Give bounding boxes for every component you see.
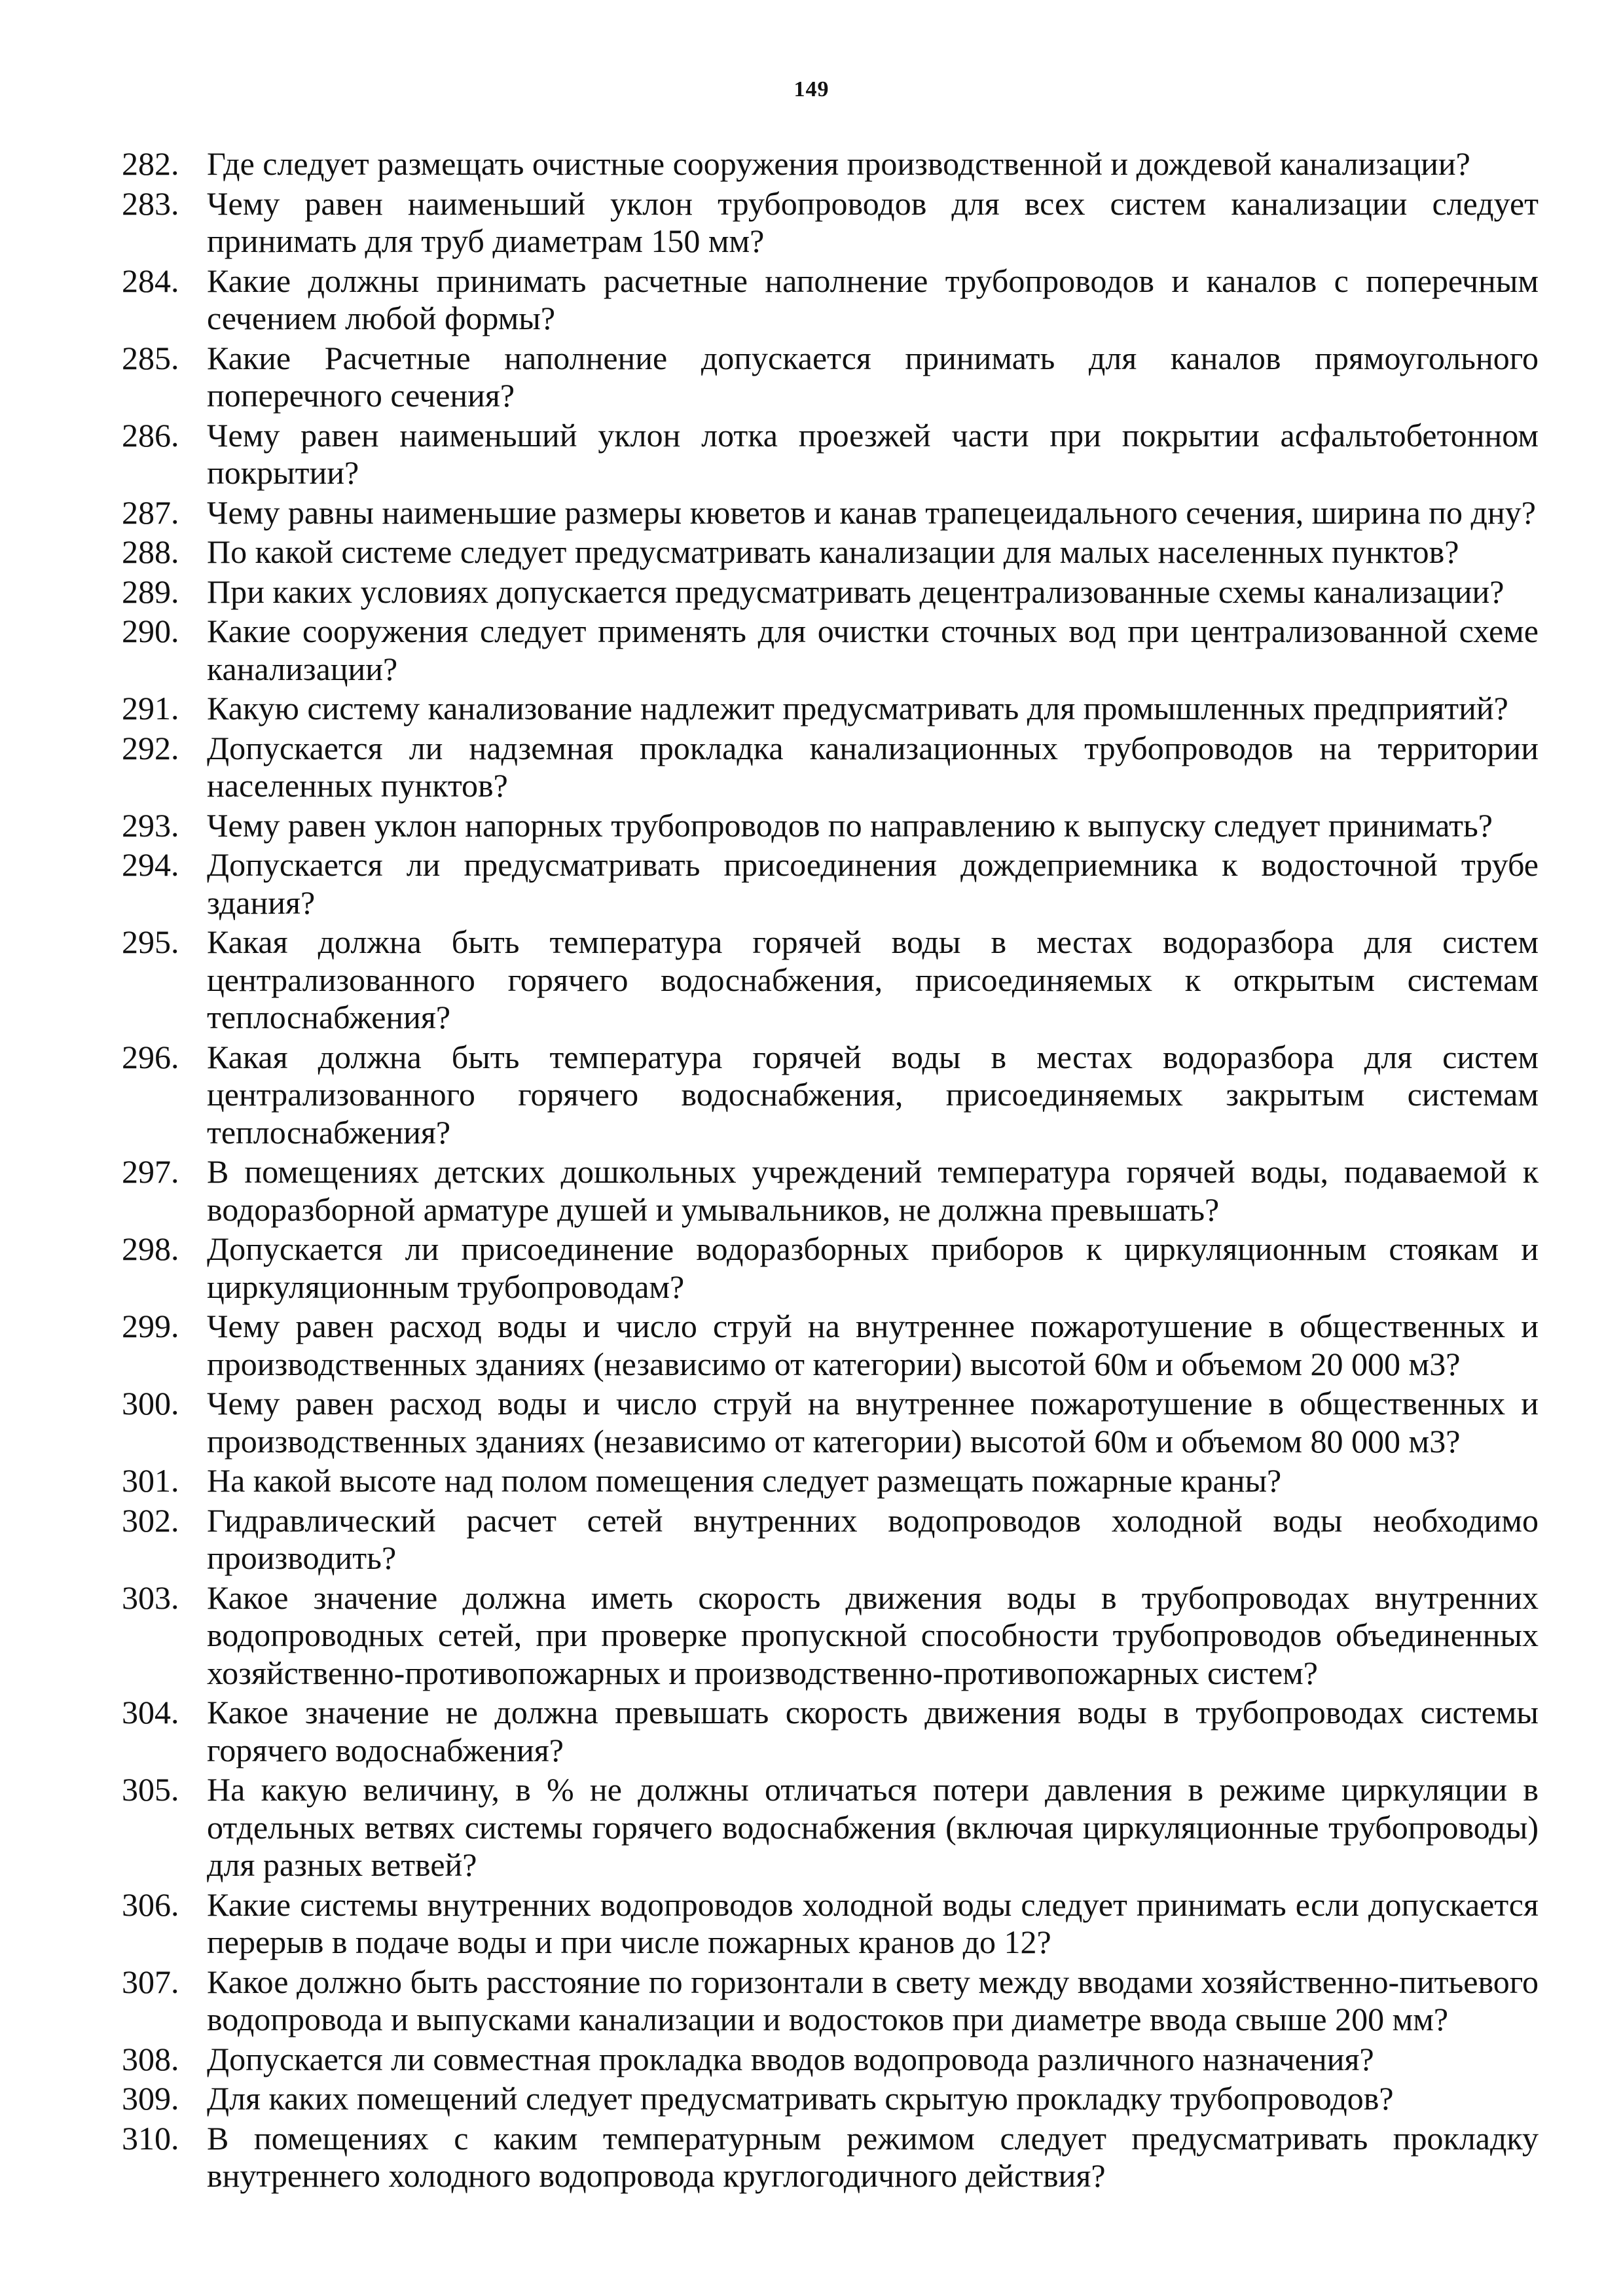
- question-number: 284.: [122, 262, 179, 299]
- question-number: 309.: [122, 2080, 179, 2117]
- question-text: Какие должны принимать расчетные наполнение трубопроводов и каналов с поперечным сечением любой формы?: [207, 262, 1539, 336]
- question-text: Чему равен уклон напорных трубопроводов по направлению к выпуску следует принимать?: [207, 806, 1493, 844]
- question-number: 282.: [122, 145, 179, 182]
- question-number: 302.: [122, 1501, 179, 1539]
- question-text: При каких условиях допускается предусматривать децентрализованные схемы канализации?: [207, 573, 1504, 610]
- question-text: Какая должна быть температура горячей воды в местах водоразбора для систем централизованного горячего водоснабжения, присоединяемых закрытым системам теплоснабжения?: [207, 1038, 1539, 1151]
- question-text: Где следует размещать очистные сооружения производственной и дождевой канализации?: [207, 145, 1470, 182]
- question-item: [122, 613, 1539, 688]
- question-number: 283.: [122, 185, 179, 222]
- question-number: 285.: [122, 339, 179, 376]
- question-item: [122, 1579, 1539, 1693]
- question-number: 294.: [122, 846, 179, 883]
- question-item: [122, 1039, 1539, 1152]
- question-text: Какие Расчетные наполнение допускается принимать для каналов прямоугольного поперечного сечения?: [207, 339, 1539, 414]
- question-item: [122, 185, 1539, 260]
- question-item: [122, 262, 1539, 338]
- question-item: [122, 924, 1539, 1037]
- question-text: Чему равен наименьший уклон трубопроводов для всех систем канализации следует принимать для труб диаметрам 150 мм?: [207, 185, 1539, 259]
- question-number: 304.: [122, 1694, 179, 1731]
- question-text: Допускается ли предусматривать присоединения дождеприемника к водосточной трубе здания?: [207, 846, 1539, 921]
- question-number: 292.: [122, 729, 179, 766]
- question-item: [122, 1462, 1539, 1500]
- question-number: 287.: [122, 493, 179, 531]
- question-number: 306.: [122, 1886, 179, 1923]
- question-item: [122, 1308, 1539, 1383]
- question-text: Чему равен наименьший уклон лотка проезжей части при покрытии асфальтобетонном покрытии?: [207, 416, 1539, 491]
- question-text: В помещениях детских дошкольных учреждений температура горячей воды, подаваемой к водоразборной арматуре душей и умывальников, не должна превышать?: [207, 1153, 1539, 1228]
- question-number: 296.: [122, 1038, 179, 1075]
- question-number: 303.: [122, 1579, 179, 1616]
- page-number: 149: [793, 77, 830, 101]
- question-text: Какое должно быть расстояние по горизонтали в свету между вводами хозяйственно-питьевого водопровода и выпусками канализации и водостоков при диаметре ввода свыше 200 мм?: [207, 1963, 1539, 2037]
- question-text: Гидравлический расчет сетей внутренних водопроводов холодной воды необходимо производить?: [207, 1501, 1539, 1576]
- question-list: [122, 145, 1539, 2197]
- question-text: На какую величину, в % не должны отличаться потери давления в режиме циркуляции в отдельных ветвях системы горячего водоснабжения (включая циркуляционные трубопроводы) для разных ветвей?: [207, 1771, 1539, 1883]
- question-text: Какое значение не должна превышать скорость движения воды в трубопроводах системы горячего водоснабжения?: [207, 1694, 1539, 1768]
- question-item: [122, 145, 1539, 183]
- question-number: 293.: [122, 806, 179, 844]
- question-number: 305.: [122, 1771, 179, 1808]
- question-item: [122, 1694, 1539, 1769]
- question-text: Какие системы внутренних водопроводов холодной воды следует принимать если допускается перерыв в подаче воды и при числе пожарных кранов до 12?: [207, 1886, 1539, 1960]
- question-text: По какой системе следует предусматривать канализации для малых населенных пунктов?: [207, 533, 1459, 570]
- question-number: 301.: [122, 1462, 179, 1499]
- question-text: Чему равен расход воды и число струй на внутреннее пожаротушение в общественных и производственных зданиях (независимо от категории) высотой 60м и объемом 20 000 м3?: [207, 1308, 1539, 1382]
- question-item: [122, 1153, 1539, 1229]
- question-item: [122, 494, 1539, 532]
- question-number: 290.: [122, 613, 179, 649]
- question-item: [122, 807, 1539, 845]
- question-item: [122, 2080, 1539, 2118]
- question-text: Допускается ли совместная прокладка вводов водопровода различного назначения?: [207, 2040, 1374, 2077]
- question-number: 307.: [122, 1963, 179, 2000]
- question-number: 300.: [122, 1385, 179, 1422]
- question-text: Какую систему канализование надлежит предусматривать для промышленных предприятий?: [207, 690, 1508, 726]
- question-item: [122, 2041, 1539, 2079]
- question-text: Для каких помещений следует предусматривать скрытую прокладку трубопроводов?: [207, 2080, 1394, 2117]
- question-number: 295.: [122, 924, 179, 960]
- question-item: [122, 1385, 1539, 1460]
- question-text: Какое значение должна иметь скорость движения воды в трубопроводах внутренних водопроводных сетей, при проверке пропускной способности трубопроводов объединенных хозяйственно-противопожарных и производственно-противопожарных систем?: [207, 1579, 1539, 1691]
- question-item: [122, 533, 1539, 571]
- question-item: [122, 690, 1539, 728]
- question-item: [122, 2120, 1539, 2195]
- question-number: 310.: [122, 2119, 179, 2157]
- question-number: 286.: [122, 416, 179, 454]
- question-number: 299.: [122, 1308, 179, 1344]
- question-item: [122, 1964, 1539, 2039]
- question-number: 308.: [122, 2040, 179, 2077]
- question-item: [122, 1502, 1539, 1577]
- question-text: Чему равны наименьшие размеры кюветов и канав трапецеидального сечения, ширина по дну?: [207, 493, 1536, 531]
- question-number: 298.: [122, 1230, 179, 1267]
- question-number: 288.: [122, 533, 179, 570]
- question-text: Допускается ли присоединение водоразборных приборов к циркуляционным стоякам и циркуляционным трубопроводам?: [207, 1230, 1539, 1305]
- question-text: В помещениях с каким температурным режимом следует предусматривать прокладку внутреннего холодного водопровода круглогодичного действия?: [207, 2119, 1539, 2194]
- question-item: [122, 846, 1539, 922]
- question-item: [122, 1230, 1539, 1306]
- question-item: [122, 417, 1539, 492]
- question-text: На какой высоте над полом помещения следует размещать пожарные краны?: [207, 1462, 1282, 1499]
- question-text: Допускается ли надземная прокладка канализационных трубопроводов на территории населенных пунктов?: [207, 729, 1539, 804]
- question-text: Какая должна быть температура горячей воды в местах водоразбора для систем централизованного горячего водоснабжения, присоединяемых к открытым системам теплоснабжения?: [207, 924, 1539, 1035]
- question-item: [122, 573, 1539, 611]
- question-item: [122, 730, 1539, 805]
- question-text: Чему равен расход воды и число струй на внутреннее пожаротушение в общественных и производственных зданиях (независимо от категории) высотой 60м и объемом 80 000 м3?: [207, 1385, 1539, 1460]
- question-number: 291.: [122, 690, 179, 726]
- question-item: [122, 1771, 1539, 1884]
- question-number: 297.: [122, 1153, 179, 1190]
- question-item: [122, 340, 1539, 415]
- question-text: Какие сооружения следует применять для очистки сточных вод при централизованной схеме канализации?: [207, 613, 1539, 687]
- question-item: [122, 1886, 1539, 1962]
- question-number: 289.: [122, 573, 179, 610]
